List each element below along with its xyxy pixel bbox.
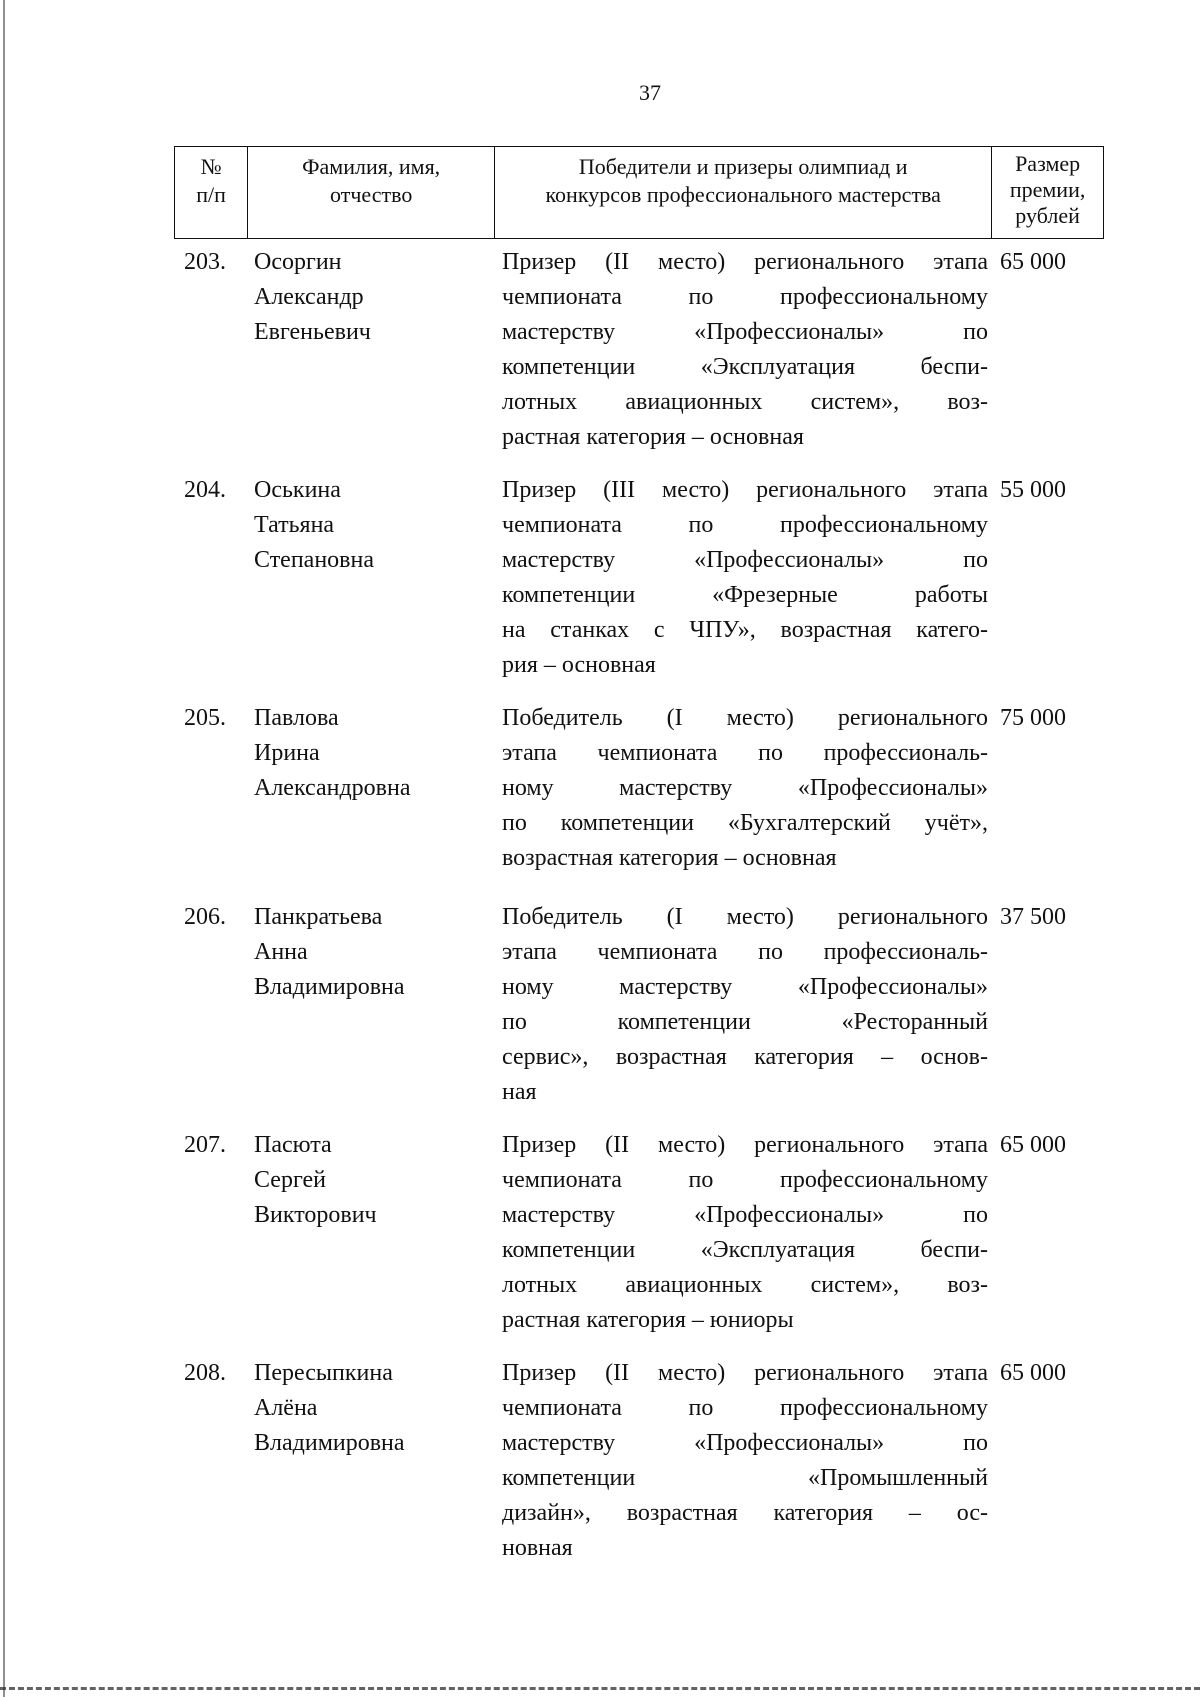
row-number: 204. — [184, 477, 226, 503]
row-full-name: Павлова Ирина Александровна — [254, 705, 411, 801]
row-full-name: Осоргин Александр Евгеньевич — [254, 249, 371, 345]
table-header — [174, 146, 1104, 239]
table-row — [174, 1128, 1104, 1356]
row-full-name: Пасюта Сергей Викторович — [254, 1132, 377, 1228]
row-prize-amount: 65 000 — [1000, 1132, 1066, 1158]
row-prize-amount: 65 000 — [1000, 249, 1066, 275]
row-number: 203. — [184, 249, 226, 275]
header-full-name: Фамилия, имя, отчество — [248, 147, 495, 239]
row-full-name: Панкратьева Анна Владимировна — [254, 904, 405, 1000]
scan-bottom-edge — [0, 1687, 1200, 1690]
table-row — [174, 473, 1104, 701]
row-prize-amount: 65 000 — [1000, 1360, 1066, 1386]
row-number: 207. — [184, 1132, 226, 1158]
row-full-name: Оськина Татьяна Степановна — [254, 477, 374, 573]
row-number: 205. — [184, 705, 226, 731]
header-prize-amount: Размер премии, рублей — [992, 147, 1104, 239]
page-number: 37 — [639, 80, 661, 105]
row-description: Призер (III место) регионального этапа чемпионата по профессиональному мастерству «Профессионалы» по компетенции «Фрезерные работы на станках с ЧПУ», возрастная катего- рия – основная — [502, 477, 988, 678]
table-row — [174, 900, 1104, 1128]
row-prize-amount: 55 000 — [1000, 477, 1066, 503]
row-prize-amount: 75 000 — [1000, 705, 1066, 731]
table-row — [174, 1356, 1104, 1584]
row-number: 206. — [184, 904, 226, 930]
scan-left-edge — [3, 0, 5, 1697]
row-description: Победитель (I место) регионального этапа чемпионата по профессиональ- ному мастерству «Профессионалы» по компетенции «Бухгалтерский учёт», возрастная категория – основная — [502, 705, 988, 871]
header-number: № п/п — [175, 147, 248, 239]
row-description: Победитель (I место) регионального этапа чемпионата по профессиональ- ному мастерству «Профессионалы» по компетенции «Ресторанный сервис», возрастная категория – основ- ная — [502, 904, 988, 1105]
table-row — [174, 245, 1104, 473]
entries-list — [174, 245, 1104, 1584]
row-prize-amount: 37 500 — [1000, 904, 1066, 930]
row-number: 208. — [184, 1360, 226, 1386]
row-description: Призер (II место) регионального этапа чемпионата по профессиональному мастерству «Профессионалы» по компетенции «Эксплуатация беспи- лотных авиационных систем», воз- растная категория – основная — [502, 249, 988, 450]
row-full-name: Пересыпкина Алёна Владимировна — [254, 1360, 405, 1456]
row-description: Призер (II место) регионального этапа чемпионата по профессиональному мастерству «Профессионалы» по компетенции «Эксплуатация беспи- лотных авиационных систем», воз- растная категория – юниоры — [502, 1132, 988, 1333]
header-winners: Победители и призеры олимпиад и конкурсов профессионального мастерства — [495, 147, 992, 239]
row-description: Призер (II место) регионального этапа чемпионата по профессиональному мастерству «Профессионалы» по компетенции «Промышленный дизайн», возрастная категория – ос- новная — [502, 1360, 988, 1561]
table-row — [174, 701, 1104, 900]
